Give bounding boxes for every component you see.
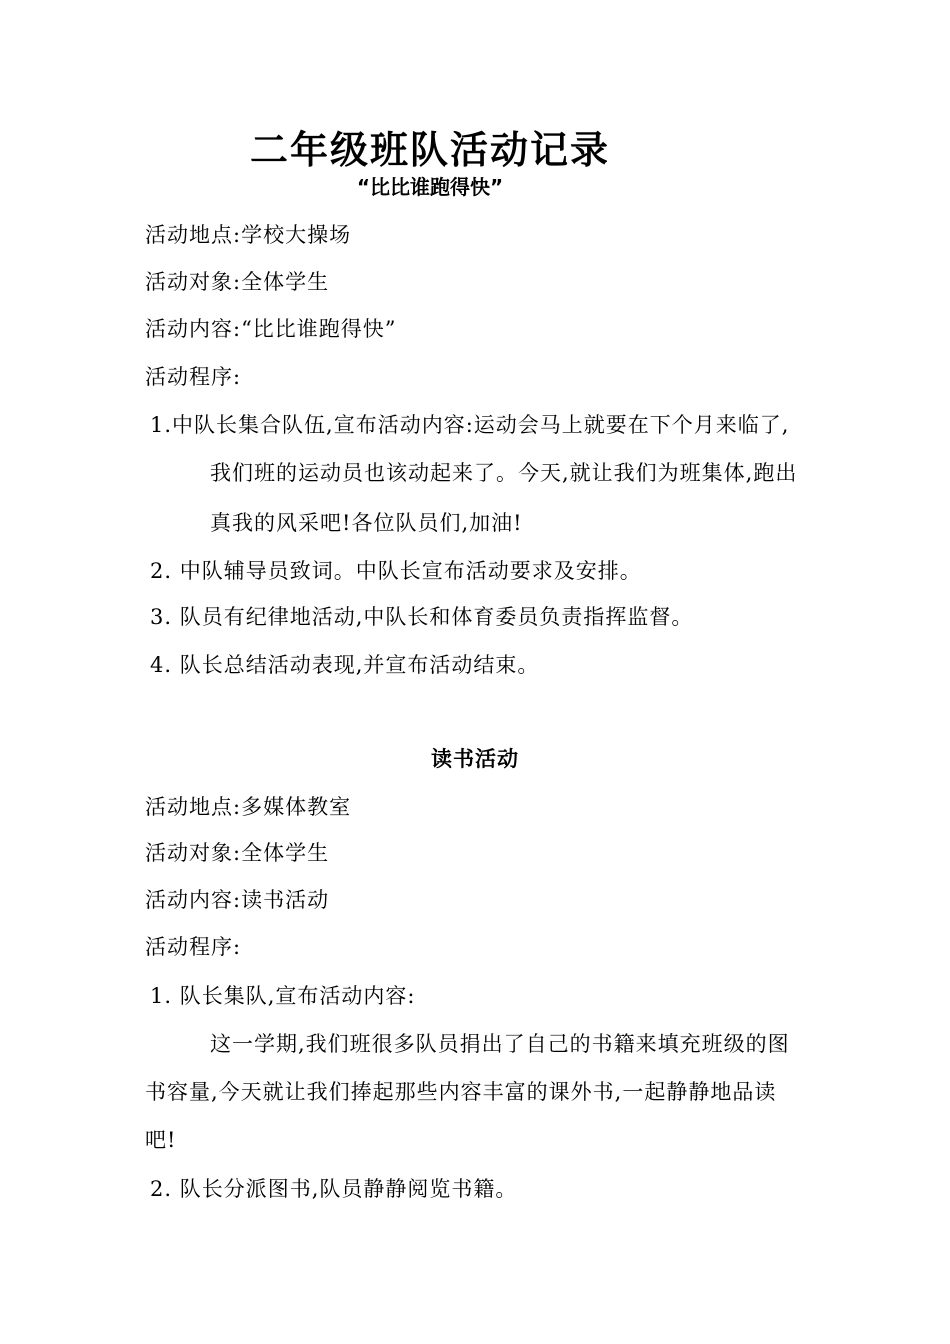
activity2-paragraph-line-1: 这一学期,我们班很多队员捐出了自己的书籍来填充班级的图 [210,1032,790,1056]
activity1-step-1-cont: 我们班的运动员也该动起来了。今天,就让我们为班集体,跑出 [210,461,798,485]
activity2-procedure-label: 活动程序: [145,935,242,959]
activity1-procedure-label: 活动程序: [145,365,242,389]
activity2-paragraph-line-3: 吧! [145,1128,177,1152]
activity2-step-2: 2. 队长分派图书,队员静静阅览书籍。 [150,1177,518,1201]
activity1-audience: 活动对象:全体学生 [145,270,330,294]
activity2-title: 读书活动 [431,747,519,771]
activity1-step-4: 4. 队长总结活动表现,并宣布活动结束。 [150,653,540,677]
activity1-step-2: 2. 中队辅导员致词。中队长宣布活动要求及安排。 [150,559,642,583]
activity1-step-1: 1.中队长集合队伍,宣布活动内容:运动会马上就要在下个月来临了, [150,413,790,437]
activity1-step-1-cont2: 真我的风采吧!各位队员们,加油! [210,511,523,535]
activity2-location: 活动地点:多媒体教室 [145,795,352,819]
document-title: 二年级班队活动记录 [249,128,610,172]
activity1-location: 活动地点:学校大操场 [145,223,352,247]
activity2-audience: 活动对象:全体学生 [145,841,330,865]
activity1-content: 活动内容:“比比谁跑得快” [145,317,397,341]
activity1-step-3: 3. 队员有纪律地活动,中队长和体育委员负责指挥监督。 [150,605,694,629]
activity2-paragraph-line-2: 书容量,今天就让我们捧起那些内容丰富的课外书,一起静静地品读 [145,1080,777,1104]
activity2-content: 活动内容:读书活动 [145,888,330,912]
document-subtitle: “比比谁跑得快” [356,175,504,199]
activity2-step-1: 1. 队长集队,宣布活动内容: [150,984,416,1008]
